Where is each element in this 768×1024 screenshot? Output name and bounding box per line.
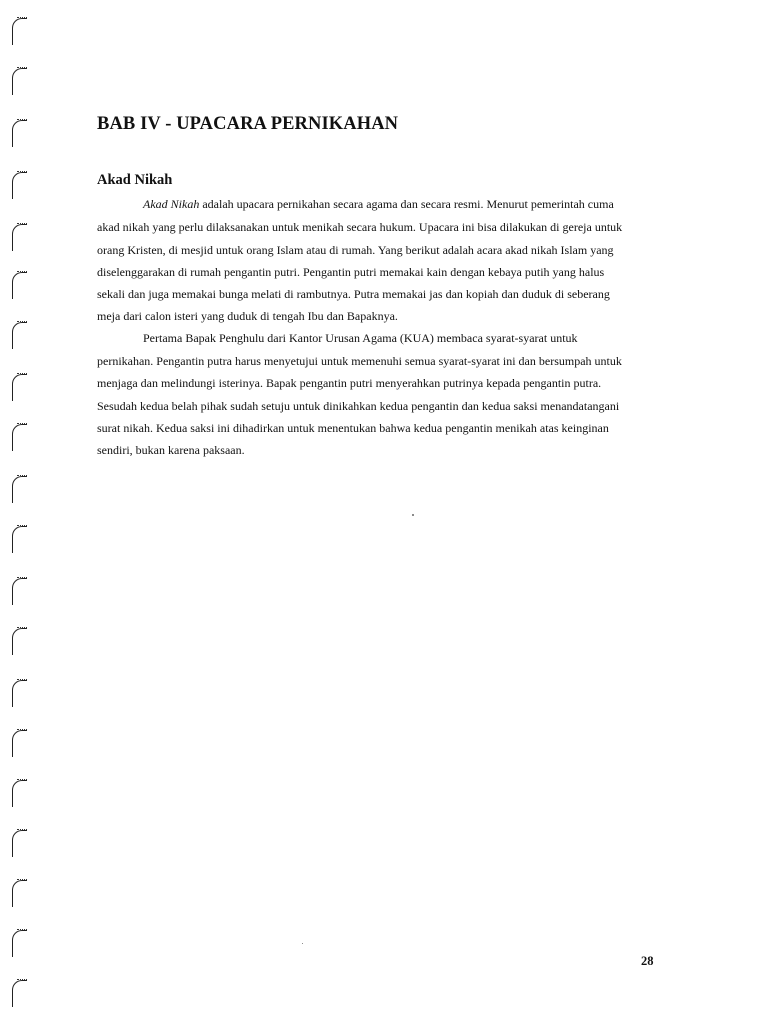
spiral-binding [0, 0, 40, 1024]
page-number: 28 [641, 954, 654, 968]
paragraph-line: diselenggarakan di rumah pengantin putri. Pengantin putri memakai kain dengan kebaya putih yang halus [97, 265, 605, 279]
binding-ring-icon [12, 578, 27, 605]
binding-ring-icon [12, 880, 27, 907]
paragraph-line: Pertama Bapak Penghulu dari Kantor Urusan Agama (KUA) membaca syarat-syarat untuk [143, 331, 578, 345]
binding-ring-icon [12, 980, 27, 1007]
binding-ring-icon [12, 780, 27, 807]
chapter-title: BAB IV - UPACARA PERNIKAHAN [97, 114, 399, 134]
binding-ring-icon [12, 930, 27, 957]
binding-ring-icon [12, 424, 27, 451]
paragraph-line: orang Kristen, di mesjid untuk orang Islam atau di rumah. Yang berikut adalah acara akad nikah Islam yang [97, 243, 614, 257]
binding-ring-icon [12, 830, 27, 857]
binding-ring-icon [12, 374, 27, 401]
binding-ring-icon [12, 730, 27, 757]
section-heading: Akad Nikah [97, 172, 173, 188]
paragraph-line: pernikahan. Pengantin putra harus menyetujui untuk memenuhi semua syarat-syarat ini dan bersumpah untuk [97, 354, 622, 368]
scan-speck [302, 943, 303, 944]
term-italic: Akad Nikah [143, 197, 200, 211]
binding-ring-icon [12, 272, 27, 299]
binding-ring-icon [12, 68, 27, 95]
paragraph-text: adalah upacara pernikahan secara agama dan secara resmi. Menurut pemerintah cuma [199, 197, 614, 211]
paragraph-line: menjaga dan melindungi isterinya. Bapak pengantin putri menyerahkan putrinya kepada pengantin putra. [97, 376, 602, 390]
binding-ring-icon [12, 322, 27, 349]
paragraph-line: sekali dan juga memakai bunga melati di rambutnya. Putra memakai jas dan kopiah dan duduk di seberang [97, 287, 610, 301]
binding-ring-icon [12, 172, 27, 199]
paragraph-line: meja dari calon isteri yang duduk di tengah Ibu dan Bapaknya. [97, 309, 398, 323]
scan-speck [412, 514, 414, 516]
paragraph-line: Sesudah kedua belah pihak sudah setuju untuk dinikahkan kedua pengantin dan kedua saksi menandatangani [97, 399, 620, 413]
binding-ring-icon [12, 18, 27, 45]
binding-ring-icon [12, 224, 27, 251]
binding-ring-icon [12, 476, 27, 503]
binding-ring-icon [12, 120, 27, 147]
binding-ring-icon [12, 628, 27, 655]
binding-ring-icon [12, 680, 27, 707]
paragraph-line: sendiri, bukan karena paksaan. [97, 443, 245, 457]
paragraph-line: surat nikah. Kedua saksi ini dihadirkan untuk menentukan bahwa kedua pengantin menikah atas keinginan [97, 421, 609, 435]
paragraph-line: akad nikah yang perlu dilaksanakan untuk menikah secara hukum. Upacara ini bisa dilakukan di gereja untuk [97, 220, 623, 234]
binding-ring-icon [12, 526, 27, 553]
paragraph-line [143, 197, 614, 211]
